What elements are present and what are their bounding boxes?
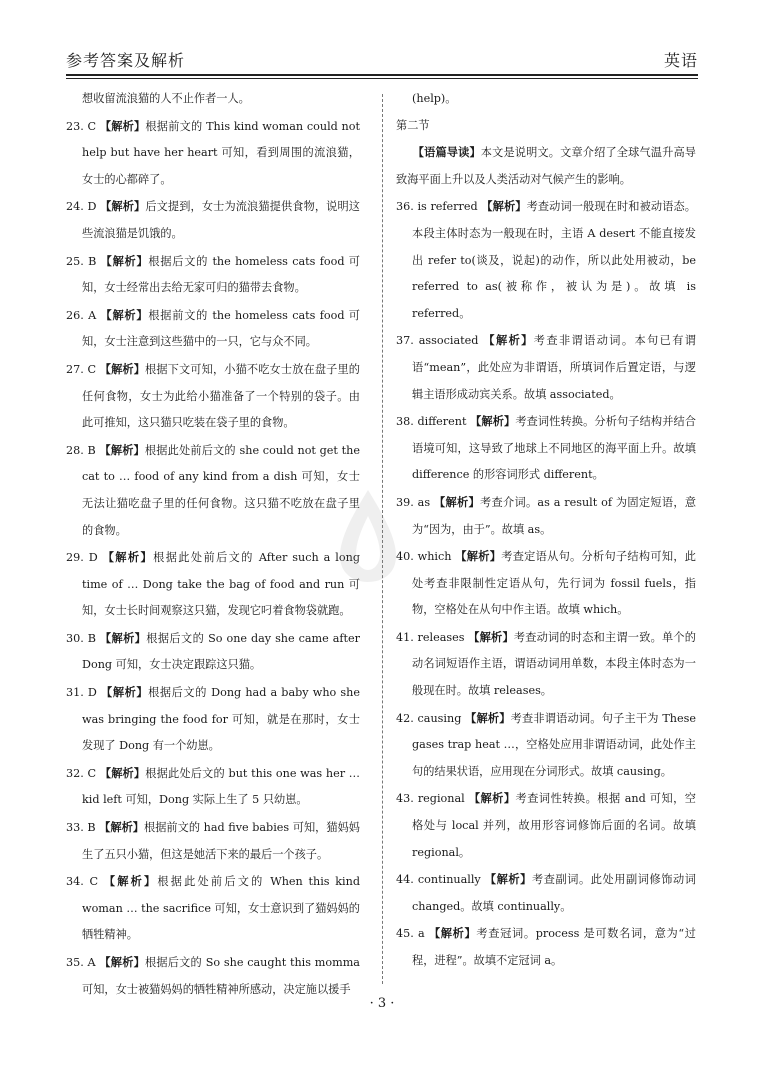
page-number: · 3 · bbox=[369, 996, 395, 1011]
answer-item bbox=[66, 679, 360, 760]
analysis-text: 根据后文的 the homeless cats food 可知，女士经常出去给无家可归的猫带去食物。 bbox=[82, 254, 360, 295]
guide-tag: 【语篇导读】 bbox=[412, 145, 481, 160]
analysis-text: 后文提到，女士为流浪猫提供食物，说明这些流浪猫是饥饿的。 bbox=[82, 200, 360, 240]
analysis-tag: 【解析】 bbox=[103, 874, 158, 889]
answer-item bbox=[396, 624, 696, 705]
continuation-text: 想收留流浪猫的人不止作者一人。 bbox=[82, 92, 250, 105]
answer-item bbox=[396, 489, 696, 543]
answer-number: 28. B bbox=[66, 443, 96, 457]
analysis-text: 根据前文的 This kind woman could not help but have her heart 可知，看到周围的流浪猫，女士的心都碎了。 bbox=[82, 119, 360, 186]
analysis-text: 根据此处后文的 but this one was her … kid left 可知，Dong 实际上生了 5 只幼崽。 bbox=[82, 766, 360, 807]
answer-item bbox=[396, 866, 696, 920]
analysis-tag: 【解析】 bbox=[99, 118, 146, 133]
analysis-text: 考查词性转换。分析句子结构并结合语境可知，这导致了地球上不同地区的海平面上升。故填 difference 的形容词形式 different。 bbox=[412, 415, 696, 482]
answer-item bbox=[396, 193, 696, 327]
page-header bbox=[66, 44, 698, 74]
answer-number: 27. C bbox=[66, 362, 97, 376]
answer-item bbox=[66, 302, 360, 356]
answer-number: 24. D bbox=[66, 200, 97, 214]
left-column bbox=[66, 86, 360, 1003]
analysis-tag: 【解析】 bbox=[99, 630, 147, 645]
answer-item bbox=[66, 625, 360, 679]
answer-item bbox=[66, 356, 360, 437]
analysis-tag: 【解析】 bbox=[99, 361, 146, 376]
analysis-text: 根据后文的 Dong had a baby who she was bringing the food for 可知，就是在那时，女士发现了 Dong 有一个幼崽。 bbox=[82, 686, 360, 753]
analysis-tag: 【解析】 bbox=[483, 333, 534, 348]
answer-number: 35. A bbox=[66, 956, 96, 969]
analysis-text: 根据此处前后文的 After such a long time of … Dong take the bag of food and run 可知，女士长时间观察这只猫，发现它叼着食物袋就跑。 bbox=[82, 551, 360, 618]
answer-number: 34. C bbox=[66, 875, 99, 889]
header-subject: 英语 bbox=[663, 51, 698, 70]
answer-number: 45. a bbox=[396, 927, 425, 941]
analysis-tag: 【解析】 bbox=[99, 955, 145, 969]
analysis-tag: 【解析】 bbox=[468, 629, 514, 644]
answer-item bbox=[396, 785, 696, 866]
analysis-tag: 【解析】 bbox=[484, 872, 532, 887]
answer-item bbox=[396, 408, 696, 489]
header-rule bbox=[66, 74, 698, 76]
header-rule-thin bbox=[66, 78, 698, 79]
continuation-text: (help)。 bbox=[412, 92, 457, 105]
answer-number: 36. is referred bbox=[396, 200, 478, 214]
answer-item bbox=[66, 248, 360, 302]
answer-number: 38. different bbox=[396, 415, 467, 429]
answer-number: 41. releases bbox=[396, 630, 465, 644]
analysis-tag: 【解析】 bbox=[465, 710, 511, 725]
answer-number: 39. as bbox=[396, 495, 431, 509]
answer-number: 25. B bbox=[66, 254, 97, 268]
answer-item bbox=[396, 705, 696, 786]
analysis-text: 考查非谓语动词。句子主干为 These gases trap heat …，空格处应用非谓语动词，此处作主句的结果状语，应用现在分词形式。故填 causing。 bbox=[412, 711, 696, 778]
analysis-text: 考查冠词。process 是可数名词，意为“过程，进程”。故填不定冠词 a。 bbox=[412, 927, 696, 967]
right-column bbox=[396, 86, 696, 975]
answer-item bbox=[396, 543, 696, 624]
analysis-text: 根据此处前后文的 When this kind woman … the sacrifice 可知，女士意识到了猫妈妈的牺牲精神。 bbox=[82, 875, 360, 942]
analysis-text: 根据后文的 So she caught this momma 可知，女士被猫妈妈的牺牲精神所感动，决定施以援手 bbox=[82, 956, 360, 996]
answer-item bbox=[396, 920, 696, 974]
analysis-text: 根据下文可知，小猫不吃女士放在盘子里的任何食物，女士为此给小猫准备了一个特别的袋子。由此可推知，这只猫只吃装在袋子里的食物。 bbox=[82, 362, 360, 430]
answer-number: 30. B bbox=[66, 631, 96, 645]
answer-number: 26. A bbox=[66, 308, 97, 322]
analysis-text: 根据后文的 So one day she came after Dong 可知，女士决定跟踪这只猫。 bbox=[82, 631, 360, 672]
analysis-text: 考查词性转换。根据 and 可知，空格处与 local 并列，故用形容词修饰后面的名词。故填regional。 bbox=[412, 792, 696, 859]
analysis-tag: 【解析】 bbox=[99, 765, 146, 780]
analysis-tag: 【解析】 bbox=[433, 494, 480, 509]
answer-item bbox=[66, 193, 360, 247]
analysis-text: 考查定语从句。分析句子结构可知，此处考查非限制性定语从句，先行词为 fossil fuels，指物，空格处在从句中作主语。故填 which。 bbox=[412, 550, 696, 617]
analysis-tag: 【解析】 bbox=[428, 926, 477, 941]
analysis-tag: 【解析】 bbox=[100, 199, 146, 214]
analysis-text: 根据前文的 had five babies 可知，猫妈妈生了五只小猫，但这是她活下来的最后一个孩子。 bbox=[82, 821, 360, 861]
answer-item bbox=[66, 868, 360, 949]
analysis-tag: 【解析】 bbox=[101, 685, 149, 700]
answer-number: 37. associated bbox=[396, 334, 479, 348]
analysis-text: 考查动词的时态和主谓一致。单个的动名词短语作主语，谓语动词用单数，本段主体时态为一般现在时。故填 releases。 bbox=[412, 630, 696, 698]
answer-number: 29. D bbox=[66, 551, 98, 565]
analysis-tag: 【解析】 bbox=[481, 199, 527, 214]
answer-item bbox=[396, 327, 696, 408]
answer-item bbox=[66, 814, 360, 868]
header-title: 参考答案及解析 bbox=[66, 51, 186, 70]
answer-number: 40. which bbox=[396, 550, 452, 564]
analysis-text: 根据此处前后文的 she could not get the cat to … food of any kind from a dish 可知，女士无法让猫吃盘子里的任何食物。这只猫不吃放在盘子里的食物。 bbox=[82, 443, 360, 537]
analysis-tag: 【解析】 bbox=[99, 442, 145, 457]
answer-item bbox=[66, 437, 360, 544]
analysis-text: 考查介词。as a result of 为固定短语，意为“因为，由于”。故填 as。 bbox=[412, 495, 697, 536]
analysis-text: 考查非谓语动词。本句已有谓语“mean”，此处应为非谓语，所填词作后置定语，与逻辑主语形成动宾关系。故填 associated。 bbox=[412, 334, 696, 401]
analysis-tag: 【解析】 bbox=[468, 791, 516, 806]
analysis-tag: 【解析】 bbox=[455, 549, 502, 564]
answer-number: 31. D bbox=[66, 686, 97, 700]
answer-item bbox=[66, 760, 360, 814]
answer-number: 43. regional bbox=[396, 792, 465, 806]
answer-number: 33. B bbox=[66, 821, 96, 835]
guide-text: 本文是说明文。文章介绍了全球气温升高导致海平面上升以及人类活动对气候产生的影响。 bbox=[396, 146, 696, 186]
watermark-logo-icon bbox=[330, 486, 406, 586]
answer-number: 23. C bbox=[66, 119, 97, 133]
analysis-tag: 【解析】 bbox=[102, 550, 154, 565]
answer-item bbox=[66, 113, 360, 194]
answer-number: 32. C bbox=[66, 766, 97, 780]
analysis-text: 考查副词。此处用副词修饰动词 changed。故填 continually。 bbox=[412, 873, 696, 913]
answer-number: 44. continually bbox=[396, 873, 481, 887]
analysis-tag: 【解析】 bbox=[99, 820, 145, 835]
analysis-tag: 【解析】 bbox=[100, 253, 149, 268]
reading-guide bbox=[396, 139, 696, 193]
analysis-tag: 【解析】 bbox=[470, 414, 516, 429]
section-title: 第二节 bbox=[396, 118, 430, 132]
answer-item bbox=[66, 544, 360, 625]
analysis-text: 根据前文的 the homeless cats food 可知，女士注意到这些猫中的一只，它与众不同。 bbox=[82, 308, 360, 349]
analysis-tag: 【解析】 bbox=[100, 307, 149, 322]
answer-number: 42. causing bbox=[396, 711, 462, 725]
analysis-text: 考查动词一般现在时和被动语态。本段主体时态为一般现在时，主语 A desert 不能直接发出 refer to(谈及，说起)的动作，所以此处用被动，be referred to as(被称作，被认为是)。故填 is referred。 bbox=[412, 200, 696, 320]
